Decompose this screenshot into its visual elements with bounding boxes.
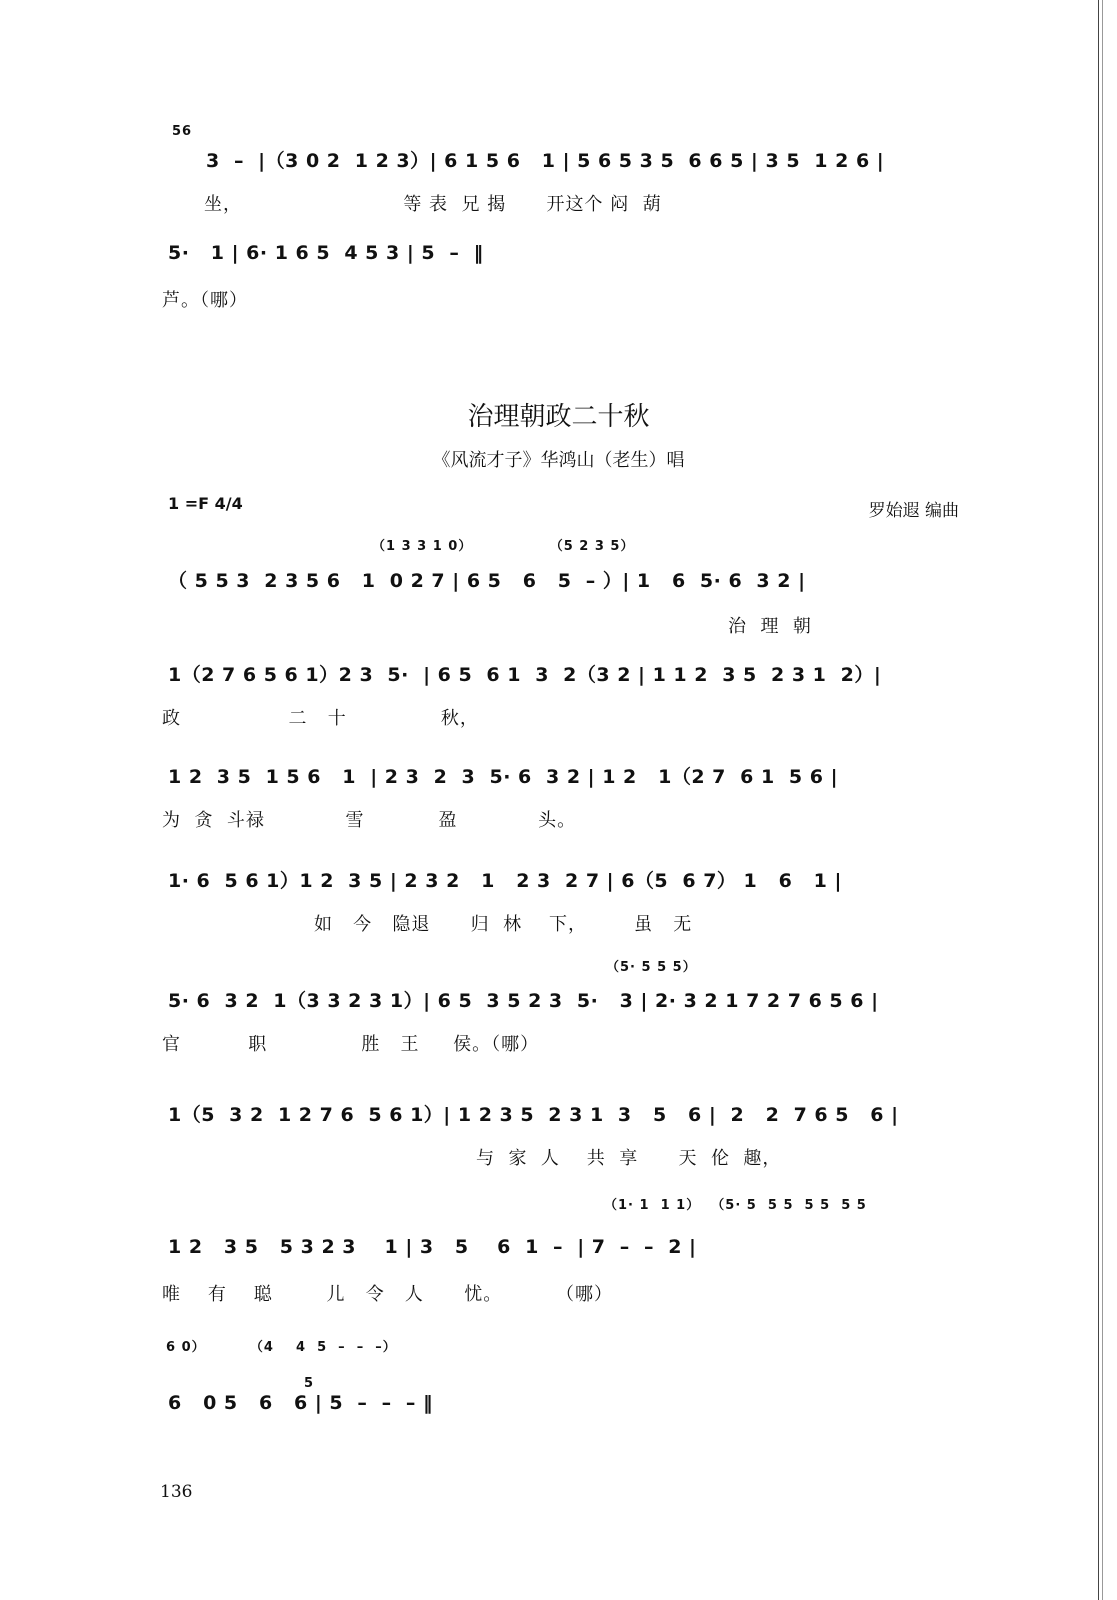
annotation-line: （5· 5 5 5） (606, 960, 697, 975)
lyric-line: 政 二 十 秋， (162, 708, 479, 729)
lyric-line: 坐， 等 表 兄 揭 开这个 闷 葫 (204, 194, 662, 215)
composer-credit: 罗始遐 编曲 (868, 501, 959, 521)
grace-note: 56 (172, 124, 193, 139)
lyric-line: 唯 有 聪 儿 令 人 忧。 （哪） (162, 1284, 613, 1305)
lyric-line: 为 贪 斗禄 雪 盈 头。 (162, 810, 577, 831)
notation-line: 5· 1 | 6· 1 6 5 4 5 3 | 5 – ‖ (168, 242, 484, 264)
page-edge-line (1098, 0, 1099, 1600)
lyric-line: 芦。（哪） (162, 290, 248, 311)
lyric-line: 治 理 朝 (728, 616, 812, 637)
notation-line: 1· 6 5 6 1）1 2 3 5 | 2 3 2 1 2 3 2 7 | 6（5 6 7） 1 6 1 | (168, 870, 842, 892)
song-title: 治理朝政二十秋 (467, 402, 650, 432)
notation-line: 5· 6 3 2 1（3 3 2 3 1）| 6 5 3 5 2 3 5· 3 | 2· 3 2 1 7 2 7 6 5 6 | (168, 990, 879, 1012)
annotation-line: （1 3 3 1 0） （5 2 3 5） (372, 539, 635, 554)
lyric-line: 如 今 隐退 归 林 下， 虽 无 (314, 914, 693, 935)
notation-line: 6 0 5 6 6 | 5 – – – ‖ (168, 1392, 433, 1414)
page-edge-line (1102, 0, 1103, 1600)
lyric-line: 官 职 胜 王 侯。（哪） (162, 1034, 540, 1055)
annotation-line: （1· 1 1 1） （5· 5 5 5 5 5 5 5 (604, 1198, 867, 1213)
notation-line: 1 2 3 5 5 3 2 3 1 | 3 5 6 1 – | 7 – – 2 | (168, 1236, 697, 1258)
grace-note: 5 (304, 1376, 315, 1391)
notation-line: （ 5 5 3 2 3 5 6 1 0 2 7 | 6 5 6 5 – ）| 1 6 5· 6 3 2 | (168, 570, 806, 592)
lyric-line: 与 家 人 共 享 天 伦 趣， (476, 1148, 782, 1169)
notation-line: 3 – |（3 0 2 1 2 3）| 6 1 5 6 1 | 5 6 5 3 5 6 6 5 | 3 5 1 2 6 | (206, 150, 885, 172)
notation-line: 1 2 3 5 1 5 6 1 | 2 3 2 3 5· 6 3 2 | 1 2 1（2 7 6 1 5 6 | (168, 766, 839, 788)
page-number: 136 (160, 1482, 193, 1502)
notation-line: 1（2 7 6 5 6 1）2 3 5· | 6 5 6 1 3 2（3 2 | 1 1 2 3 5 2 3 1 2）| (168, 664, 882, 686)
song-subtitle: 《风流才子》华鸿山（老生）唱 (432, 450, 685, 471)
key-signature: 1 =F 4/4 (168, 494, 243, 513)
annotation-line: 6 0） （4 4 5 – – –） (166, 1340, 397, 1355)
notation-line: 1（5 3 2 1 2 7 6 5 6 1）| 1 2 3 5 2 3 1 3 5 6 | 2 2 7 6 5 6 | (168, 1104, 899, 1126)
